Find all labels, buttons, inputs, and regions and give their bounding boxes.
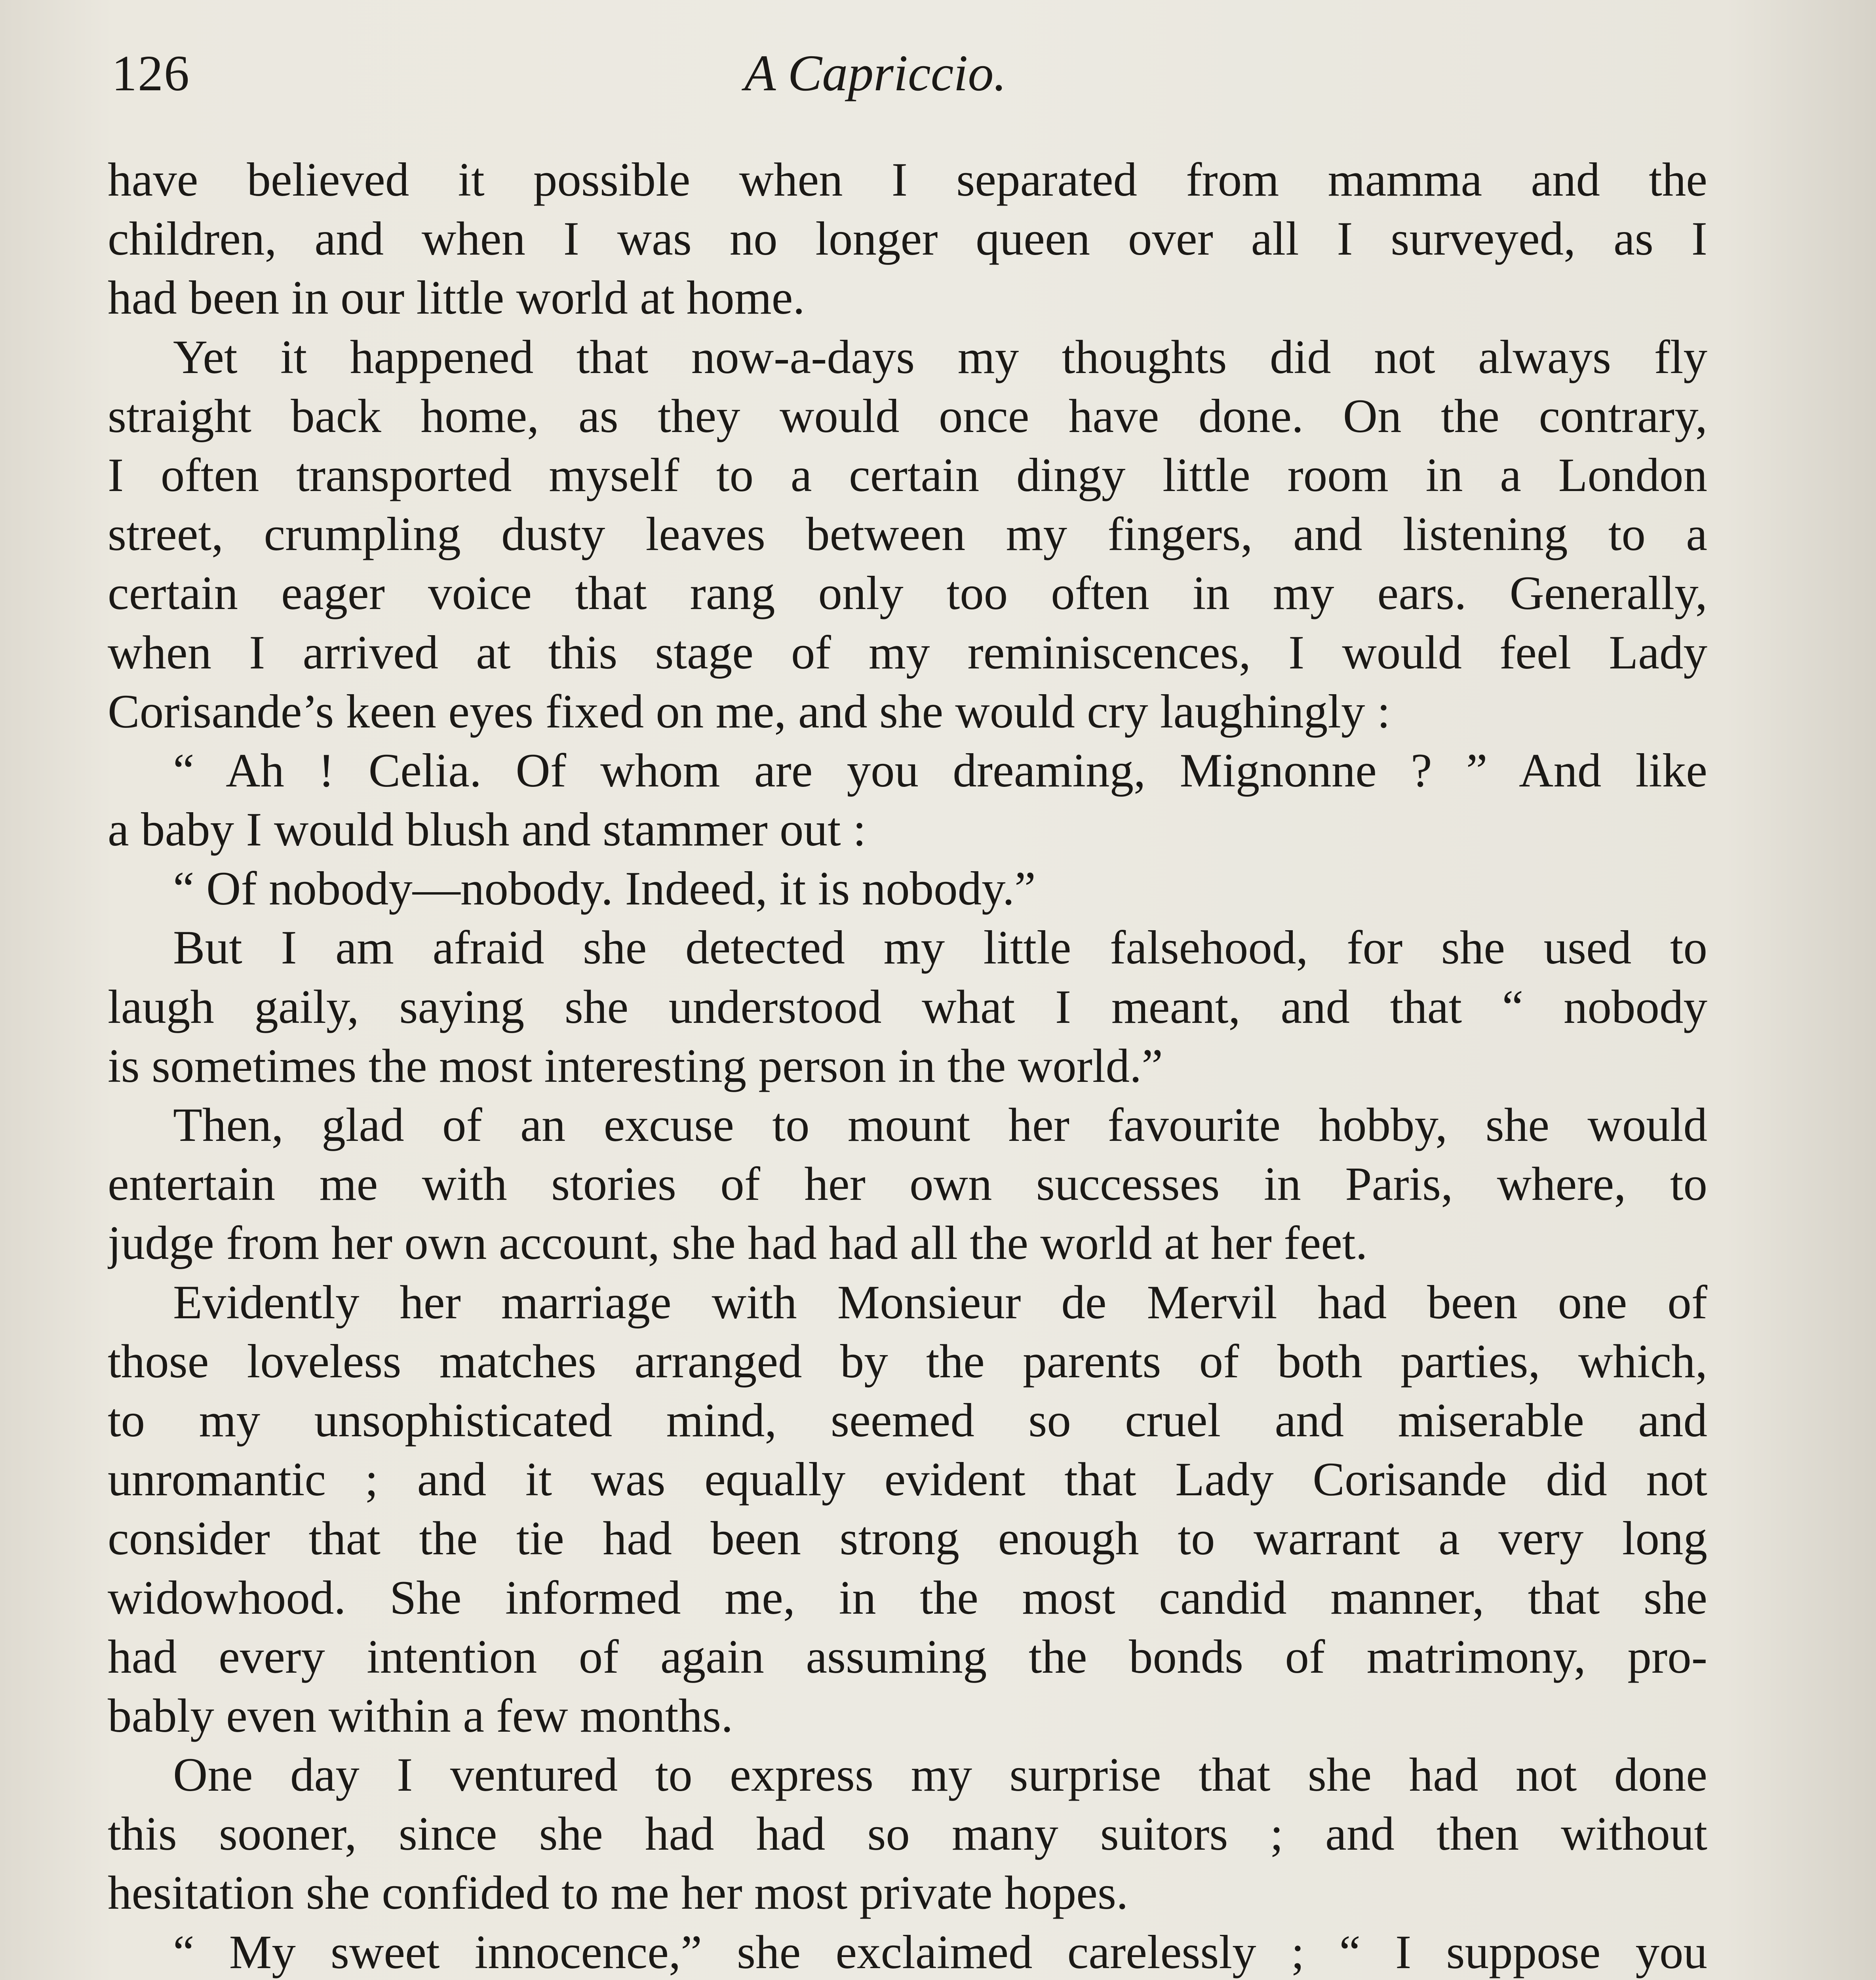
body-text xyxy=(108,150,1707,1980)
page-number: 126 xyxy=(112,45,190,101)
text-line: a baby I would blush and stammer out : xyxy=(108,803,866,857)
text-line: is sometimes the most interesting person in the world.” xyxy=(108,1039,1163,1093)
running-head xyxy=(0,38,1876,109)
text-line: bably even within a few months. xyxy=(108,1689,733,1742)
text-line: hesitation she confided to me her most private hopes. xyxy=(108,1866,1128,1920)
text-line: One day I ventured to express my surprise that she had not done xyxy=(173,1748,1707,1802)
text-line: Corisande’s keen eyes fixed on me, and she would cry laughingly : xyxy=(108,685,1391,738)
text-line: laugh gaily, saying she understood what I meant, and that “ nobody xyxy=(108,980,1707,1034)
text-line: But I am afraid she detected my little falsehood, for she used to xyxy=(173,921,1707,975)
text-line: entertain me with stories of her own successes in Paris, where, to xyxy=(108,1158,1707,1211)
text-line: had every intention of again assuming the bonds of matrimony, pro- xyxy=(108,1630,1707,1683)
text-line: straight back home, as they would once have done. On the contrary, xyxy=(108,389,1707,443)
text-line: unromantic ; and it was equally evident that Lady Corisande did not xyxy=(108,1453,1707,1506)
text-line: Then, glad of an excuse to mount her favourite hobby, she would xyxy=(173,1099,1707,1152)
text-line: “ My sweet innocence,” she exclaimed carelessly ; “ I suppose you xyxy=(173,1925,1707,1979)
text-line: consider that the tie had been strong enough to warrant a very long xyxy=(108,1512,1707,1565)
text-line: “ Of nobody—nobody. Indeed, it is nobody.” xyxy=(173,862,1036,916)
text-line: Yet it happened that now-a-days my thoughts did not always fly xyxy=(173,330,1707,384)
text-line: Evidently her marriage with Monsieur de Mervil had been one of xyxy=(173,1276,1707,1329)
text-line: had been in our little world at home. xyxy=(108,271,805,325)
text-line: certain eager voice that rang only too often in my ears. Generally, xyxy=(108,567,1707,620)
running-title: A Capriccio. xyxy=(744,45,1006,102)
text-line: “ Ah ! Celia. Of whom are you dreaming, Mignonne ? ” And like xyxy=(173,744,1707,797)
text-line: have believed it possible when I separated from mamma and the xyxy=(108,153,1707,206)
text-line: I often transported myself to a certain dingy little room in a London xyxy=(108,448,1707,502)
text-line: to my unsophisticated mind, seemed so cruel and miserable and xyxy=(108,1394,1707,1447)
text-line: children, and when I was no longer queen over all I surveyed, as I xyxy=(108,212,1707,266)
text-line: widowhood. She informed me, in the most candid manner, that she xyxy=(108,1571,1707,1624)
text-line: judge from her own account, she had had all the world at her feet. xyxy=(108,1217,1368,1270)
text-line: when I arrived at this stage of my reminiscences, I would feel Lady xyxy=(108,626,1707,679)
text-line: this sooner, since she had had so many suitors ; and then without xyxy=(108,1807,1707,1861)
text-line: those loveless matches arranged by the parents of both parties, which, xyxy=(108,1335,1707,1388)
text-line: street, crumpling dusty leaves between my fingers, and listening to a xyxy=(108,508,1707,561)
